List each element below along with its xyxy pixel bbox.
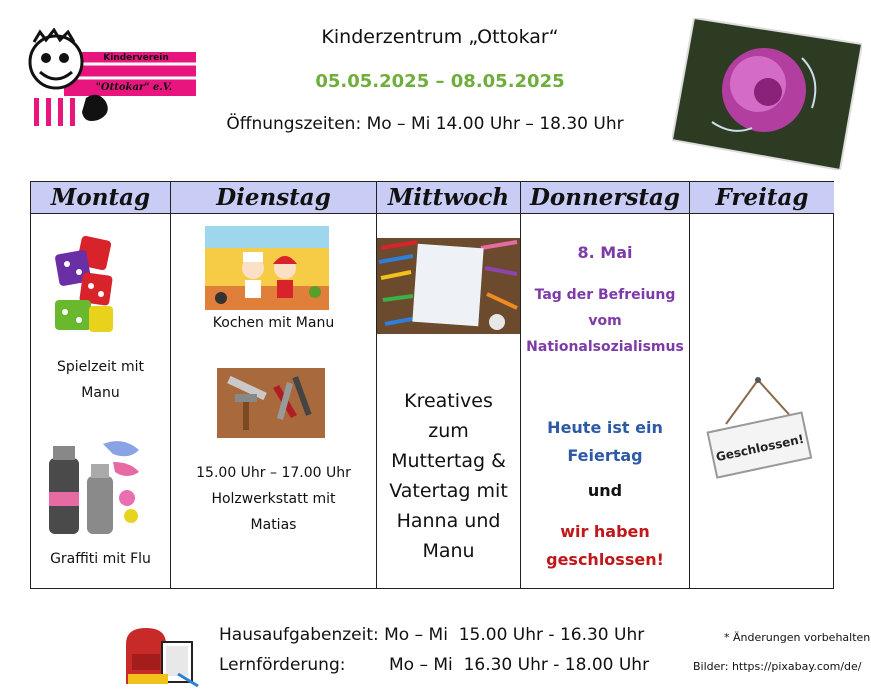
header-friday: Freitag [690,182,834,214]
svg-text:"Ottokar" e.V.: "Ottokar" e.V. [95,82,173,93]
thursday-note-holiday: Heute ist ein Feiertag [547,418,663,465]
friday-column [690,214,833,588]
tuesday-activity-2-time: 15.00 Uhr – 17.00 Uhr [196,465,351,481]
image-credits: Bilder: https://pixabay.com/de/ [693,660,862,673]
svg-text:Geschlossen!: Geschlossen! [714,431,806,465]
monday-activity-2: Graffiti mit Flu [50,551,151,567]
opening-hours: Öffnungszeiten: Mo – Mi 14.00 Uhr – 18.30 Uhr [226,114,624,134]
learning-support-time: Mo – Mi 16.30 Uhr - 18.00 Uhr [389,655,650,675]
logo [26,28,198,128]
weekly-schedule [30,181,834,589]
learning-support-label: Lernförderung: [219,655,346,675]
thursday-holiday: Tag der Befreiung vom Nationalsozialismus [526,287,684,355]
spray-can-image [43,436,147,538]
tuesday-activity-1: Kochen mit Manu [212,315,335,331]
thursday-note-and: und [587,481,623,500]
closed-sign [704,376,816,488]
wednesday-column [377,214,521,588]
header-wednesday: Mittwoch [377,182,521,214]
page-title: Kinderzentrum „Ottokar“ [321,26,559,48]
wednesday-activity: Kreatives zum Muttertag & Vatertag mit Hanna und Manu [389,390,508,562]
tuesday-activity-2: Holzwerkstatt mit Matias [211,491,336,533]
thursday-date: 8. Mai [577,243,633,262]
thursday-note-closed: wir haben geschlossen! [546,522,664,569]
craft-supplies-image [377,238,520,334]
monday-activity-1: Spielzeit mit Manu [57,359,144,401]
dice-image [53,234,117,334]
svg-text:Kinderverein: Kinderverein [103,53,169,63]
header-tuesday: Dienstag [171,182,377,214]
homework-time: Hausaufgabenzeit: Mo – Mi 15.00 Uhr - 16.30 Uhr [219,625,645,645]
disclaimer: * Änderungen vorbehalten [724,631,871,644]
thursday-column [521,214,690,588]
cooking-image [205,226,329,310]
header-monday: Montag [31,182,171,214]
tuesday-column [171,214,377,588]
date-range: 05.05.2025 – 08.05.2025 [315,71,565,92]
monday-column [31,214,171,588]
rose-image [672,18,862,170]
tools-image [217,368,325,438]
school-supplies-image [118,624,202,688]
header-thursday: Donnerstag [521,182,690,214]
